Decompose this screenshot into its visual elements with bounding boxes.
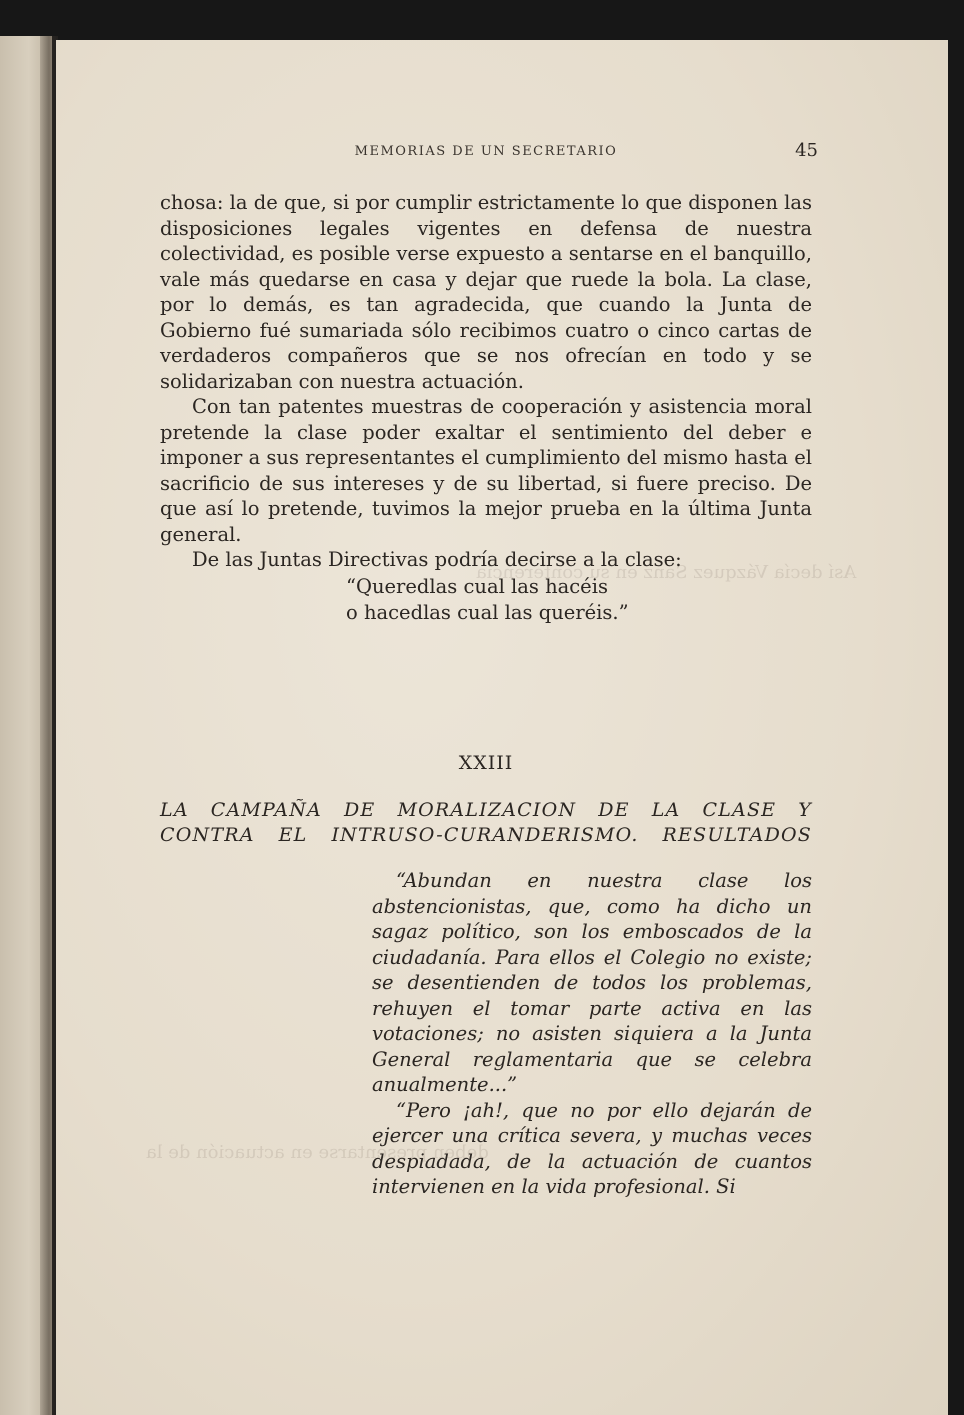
verse-line: “Queredlas cual las hacéis — [346, 574, 608, 598]
running-head: MEMORIAS DE UN SECRETARIO — [354, 144, 618, 159]
page-number: 45 — [795, 140, 818, 161]
verse-line: o hacedlas cual las queréis.” — [346, 601, 629, 624]
body-text — [160, 190, 812, 626]
chapter-title — [160, 798, 812, 848]
show-through-text: Así decía Vázquez Sanz en su conferencia — [476, 562, 857, 583]
book-page — [56, 40, 948, 1415]
show-through-text-2: deben presentarse en actuación de la — [146, 1142, 489, 1163]
quote-paragraph: “Pero ¡ah!, que no por ello dejarán de ejercer una crítica severa, y muchas veces despiadada, de la actuación de cuantos intervienen en la vida profesional. Si — [372, 1098, 812, 1198]
chapter-number: XXIII — [458, 752, 514, 774]
body-paragraph: chosa: la de que, si por cumplir estrictamente lo que disponen las disposiciones legales vigentes en defensa de nuestra colectividad, es posible verse expuesto a sentarse en el banquillo, vale más quedarse en casa y dejar que ruede la bola. La clase, por lo demás, es tan agradecida, que cuando la Junta de Gobierno fué sumariada sólo recibimos cuatro o cinco cartas de verdaderos compañeros que se nos ofrecían en todo y se solidarizaban con nuestra actuación. — [160, 191, 812, 393]
body-paragraph: De las Juntas Directivas podría decirse a la clase: — [192, 548, 682, 571]
epigraph-quote — [372, 868, 812, 1200]
chapter-title-line: CONTRA EL INTRUSO-CURANDERISMO. RESULTADOS — [160, 824, 812, 846]
body-paragraph: Con tan patentes muestras de cooperación y asistencia moral pretende la clase poder exaltar el sentimiento del deber e imponer a sus representantes el cumplimiento del mismo hasta el sacrificio de sus intereses y de su libertad, si fuere preciso. De que así lo pretende, tuvimos la mejor prueba en la última Junta general. — [160, 395, 812, 546]
chapter-title-line: LA CAMPAÑA DE MORALIZACION DE LA CLASE Y — [160, 799, 812, 821]
quote-paragraph: “Abundan en nuestra clase los abstencionistas, que, como ha dicho un sagaz político, son los emboscados de la ciudadanía. Para ellos el Colegio no existe; se desentienden de todos los problemas, rehuyen el tomar parte activa en las votaciones; no asisten siquiera a la Junta General reglamentaria que se celebra anualmente...” — [372, 869, 812, 1096]
